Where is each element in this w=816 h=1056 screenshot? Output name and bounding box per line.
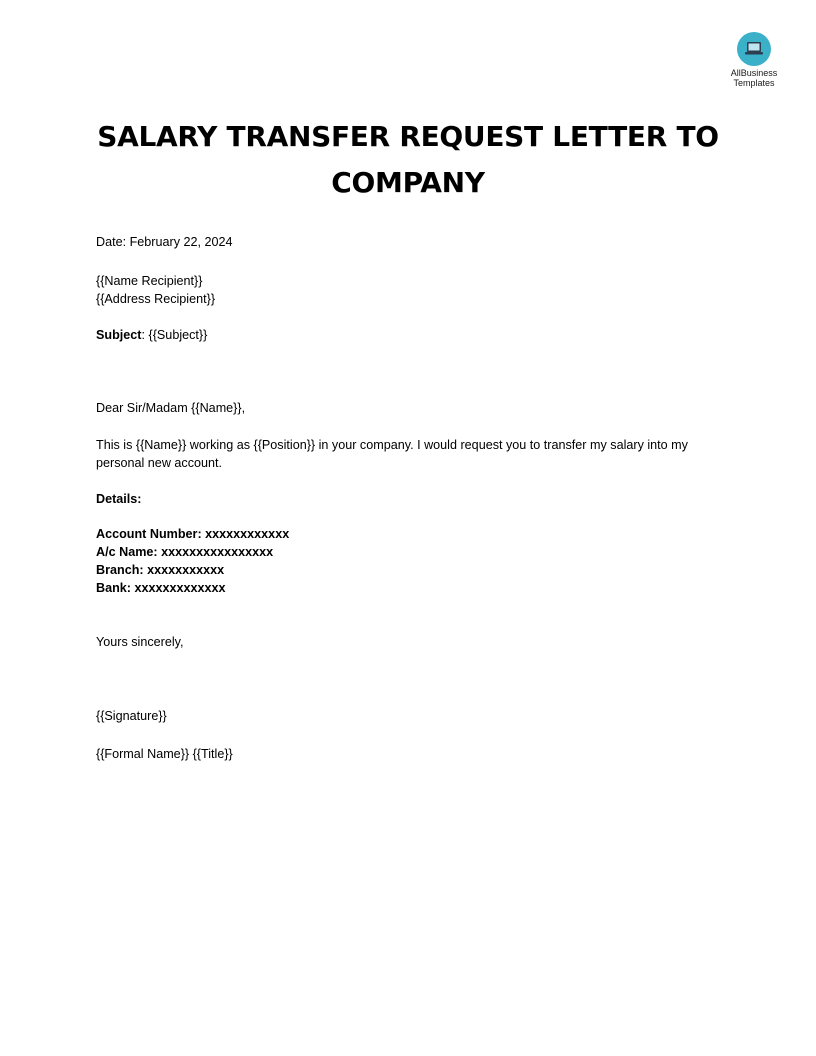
laptop-icon — [737, 32, 771, 66]
date-line: Date: February 22, 2024 — [96, 235, 233, 249]
document-title: SALARY TRANSFER REQUEST LETTER TO COMPANY — [97, 120, 719, 199]
logo-text-line2: Templates — [733, 78, 775, 88]
bank: Bank: xxxxxxxxxxxxx — [96, 581, 226, 595]
salutation: Dear Sir/Madam {{Name}}, — [96, 401, 246, 415]
body-paragraph: This is {{Name}} working as {{Position}} in your company. I would request you to transfer my salary into my personal new account. — [96, 438, 688, 470]
closing: Yours sincerely, — [96, 635, 184, 649]
recipient-address: {{Address Recipient}} — [96, 292, 216, 306]
branch: Branch: xxxxxxxxxxx — [96, 563, 225, 577]
logo-text-line1: AllBusiness — [730, 68, 778, 78]
subject-value: : {{Subject}} — [141, 328, 208, 342]
account-name: A/c Name: xxxxxxxxxxxxxxxx — [96, 545, 274, 559]
recipient-name: {{Name Recipient}} — [96, 274, 203, 288]
signature-placeholder: {{Signature}} — [96, 709, 167, 723]
formal-name-title: {{Formal Name}} {{Title}} — [96, 747, 233, 761]
subject-line — [96, 326, 207, 344]
subject-label: Subject — [96, 328, 142, 342]
details-heading: Details: — [96, 492, 142, 506]
allbusiness-templates-logo — [718, 32, 790, 88]
account-number: Account Number: xxxxxxxxxxxx — [96, 527, 290, 541]
